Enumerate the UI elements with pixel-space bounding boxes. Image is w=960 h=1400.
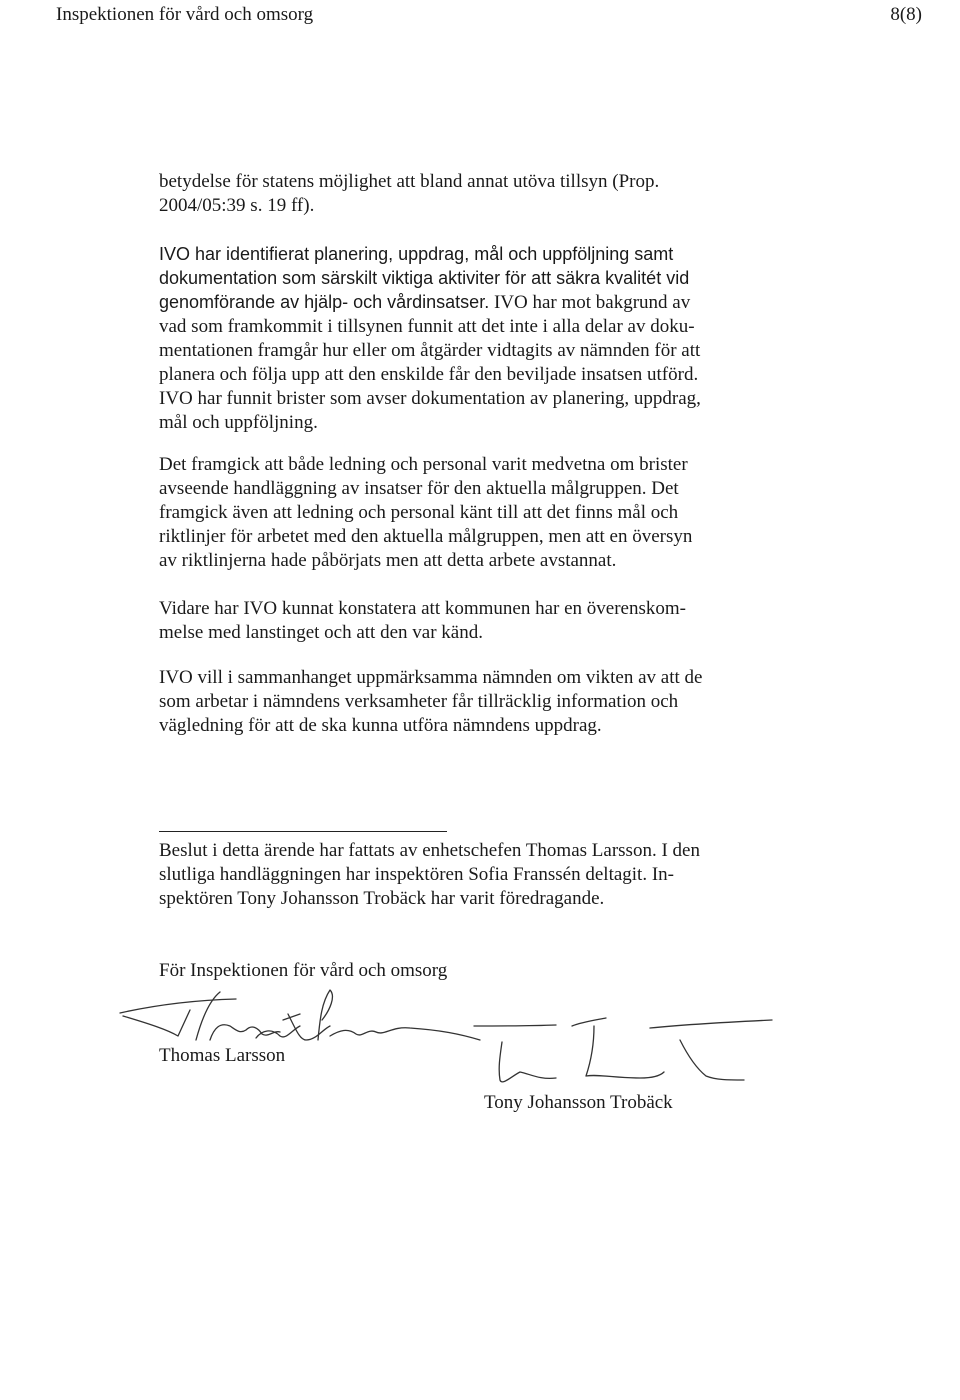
signature-stroke	[123, 1010, 190, 1036]
signature-intro: För Inspektionen för vård och omsorg	[159, 960, 448, 981]
text-line: avseende handläggning av insatser för den aktuella målgruppen. Det	[159, 478, 679, 499]
text-segment: genomförande av hjälp- och vårdinsatser.	[159, 292, 490, 312]
signature-stroke	[318, 990, 332, 1040]
text-segment: IVO har mot bakgrund av	[489, 292, 691, 313]
signature-stroke	[330, 1028, 480, 1040]
signature-stroke	[474, 1025, 556, 1026]
signature-stroke	[680, 1040, 744, 1080]
text-line: vägledning för att de ska kunna utföra nämndens uppdrag.	[159, 715, 602, 736]
text-line: betydelse för statens möjlighet att bland annat utöva tillsyn (Prop.	[159, 171, 660, 192]
signature-stroke	[499, 1042, 556, 1082]
signature-stroke	[120, 999, 236, 1013]
text-line: riktlinjer för arbetet med den aktuella målgruppen, men att en översyn	[159, 526, 693, 547]
text-line-mixed	[159, 290, 769, 315]
text-line: Beslut i detta ärende har fattats av enhetschefen Thomas Larsson. I den	[159, 840, 700, 861]
signature-stroke	[256, 1026, 300, 1038]
signature-stroke	[210, 1025, 280, 1040]
signature-stroke	[572, 1018, 606, 1026]
text-line: som arbetar i nämndens verksamheter får tillräcklig information och	[159, 691, 679, 712]
signature-stroke	[283, 1014, 330, 1040]
text-line: spektören Tony Johansson Trobäck har varit föredragande.	[159, 888, 605, 909]
text-line: Vidare har IVO kunnat konstatera att kommunen har en överenskom-	[159, 598, 686, 619]
text-line: IVO vill i sammanhanget uppmärksamma nämnden om vikten av att de	[159, 667, 703, 688]
signature-stroke	[196, 992, 220, 1040]
signature-stroke	[586, 1026, 664, 1078]
header-page-number: 8(8)	[890, 4, 922, 25]
separator-rule	[159, 831, 447, 832]
text-line: mål och uppföljning.	[159, 412, 318, 433]
header-organization: Inspektionen för vård och omsorg	[56, 4, 314, 25]
text-line: vad som framkommit i tillsynen funnit att det inte i alla delar av doku-	[159, 316, 695, 337]
signatory-name-1: Thomas Larsson	[159, 1045, 286, 1066]
paragraph-3	[159, 453, 769, 573]
text-line: mentationen framgår hur eller om åtgärder vidtagits av nämnden för att	[159, 340, 701, 361]
text-line: framgick även att ledning och personal känt till att det finns mål och	[159, 502, 679, 523]
text-line: Det framgick att både ledning och personal varit medvetna om brister	[159, 454, 688, 475]
paragraph-1	[159, 170, 769, 218]
paragraph-4	[159, 597, 769, 645]
text-line: melse med lanstinget och att den var känd.	[159, 622, 483, 643]
paragraph-5	[159, 666, 769, 738]
signature-stroke	[650, 1020, 772, 1028]
text-line: planera och följa upp att den enskilde får den beviljade insatsen utförd.	[159, 364, 699, 385]
text-line: IVO har funnit brister som avser dokumentation av planering, uppdrag,	[159, 388, 701, 409]
decision-paragraph	[159, 839, 769, 911]
text-line: IVO har identifierat planering, uppdrag, mål och uppföljning samt	[159, 244, 674, 264]
text-line: 2004/05:39 s. 19 ff).	[159, 195, 315, 216]
text-line: slutliga handläggningen har inspektören Sofia Franssén deltagit. In-	[159, 864, 674, 885]
paragraph-2	[159, 242, 769, 435]
text-line: dokumentation som särskilt viktiga aktiviter för att säkra kvalitét vid	[159, 268, 690, 288]
signatory-name-2: Tony Johansson Trobäck	[484, 1092, 673, 1113]
text-line: av riktlinjerna hade påbörjats men att detta arbete avstannat.	[159, 550, 617, 571]
